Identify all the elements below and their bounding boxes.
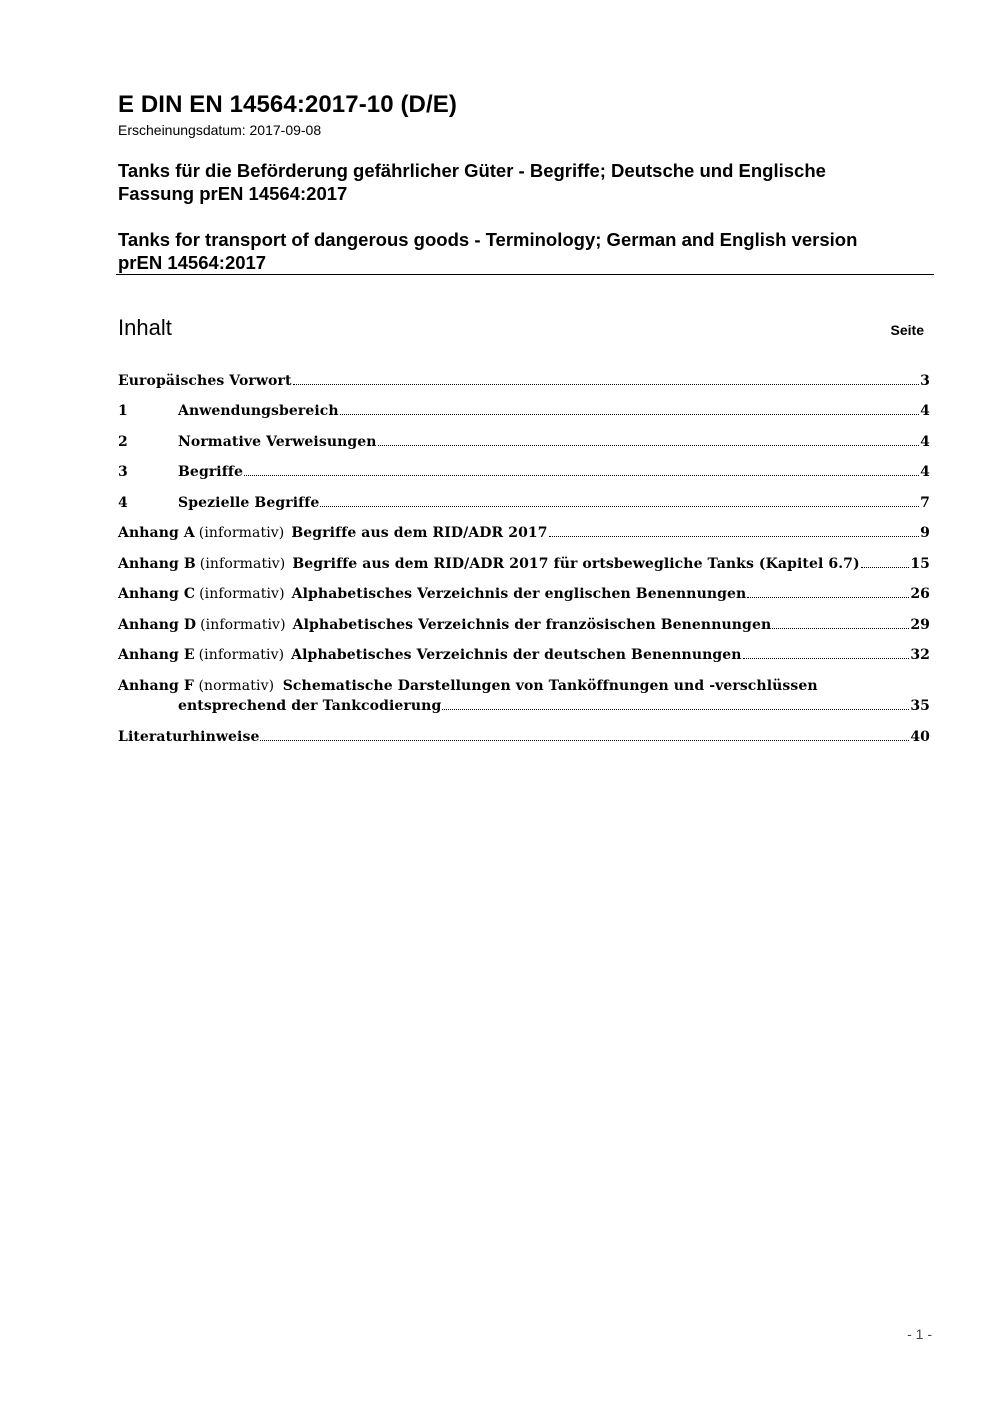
toc-entry-annex-prefix: Anhang C	[118, 586, 196, 602]
toc-page-column-heading: Seite	[890, 322, 924, 338]
title-german-line-2: Fassung prEN 14564:2017	[118, 183, 348, 204]
toc-heading: Inhalt	[118, 315, 172, 340]
toc-entry-foreword[interactable]	[118, 371, 930, 391]
toc-entry-section-4[interactable]	[118, 493, 930, 513]
toc-entry-page: 29	[910, 617, 930, 633]
toc-entry-label: Literaturhinweise	[118, 729, 260, 745]
toc-leader	[743, 657, 910, 659]
toc-entry-annex-type: (informativ)	[200, 617, 286, 633]
toc-entry-annex-prefix: Anhang B	[118, 556, 196, 572]
toc-entry-page: 4	[920, 434, 930, 450]
toc-leader	[320, 505, 919, 507]
toc-entry-annex-type: (informativ)	[198, 647, 285, 663]
toc-entry-bibliography[interactable]	[118, 727, 930, 747]
toc-entry-label: Begriffe aus dem RID/ADR 2017	[291, 525, 548, 541]
toc-leader	[244, 474, 919, 476]
toc-entry-page: 32	[910, 647, 930, 663]
toc-entry-annex-b[interactable]	[118, 554, 930, 574]
toc-leader	[442, 708, 909, 710]
toc-entry-page: 35	[910, 698, 930, 714]
toc-leader	[861, 566, 910, 568]
header-divider	[116, 274, 934, 275]
toc-entry-annex-f-line-1	[118, 676, 818, 696]
toc-entry-page: 15	[910, 556, 930, 572]
toc-entry-section-1[interactable]	[118, 401, 930, 421]
toc-entry-section-2[interactable]	[118, 432, 930, 452]
toc-entry-annex-f-line-2	[178, 696, 930, 716]
toc-leader	[747, 596, 909, 598]
toc-entry-label: Schematische Darstellungen von Tanköffnungen und -verschlüssen	[282, 678, 818, 694]
toc-entry-number: 2	[118, 434, 128, 450]
toc-entry-annex-type: (informativ)	[199, 586, 285, 602]
toc-entry-annex-type: (normativ)	[198, 678, 275, 694]
toc-entry-annex-type: (informativ)	[198, 525, 285, 541]
toc-entry-page: 7	[920, 495, 930, 511]
toc-leader	[772, 627, 909, 629]
toc-leader	[549, 535, 920, 537]
toc-entry-annex-prefix: Anhang E	[118, 647, 195, 663]
toc-entry-page: 4	[920, 403, 930, 419]
toc-entry-label: Europäisches Vorwort	[118, 373, 292, 389]
toc-entry-page: 3	[920, 373, 930, 389]
title-english-line-2: prEN 14564:2017	[118, 252, 267, 273]
toc-entry-label: Begriffe	[178, 464, 243, 480]
toc-entry-label: Alphabetisches Verzeichnis der englischen Benennungen	[291, 586, 747, 602]
toc-entry-page: 4	[920, 464, 930, 480]
toc-entry-annex-c[interactable]	[118, 584, 930, 604]
toc-entry-annex-prefix: Anhang D	[118, 617, 197, 633]
title-english-line-1: Tanks for transport of dangerous goods - Terminology; German and English version	[118, 229, 858, 250]
toc-entry-label: Alphabetisches Verzeichnis der deutschen Benennungen	[291, 647, 742, 663]
toc-entry-annex-e[interactable]	[118, 645, 930, 665]
toc-entry-page: 26	[910, 586, 930, 602]
title-english	[118, 228, 938, 274]
toc-entry-page: 40	[910, 729, 930, 745]
toc-entry-label: Spezielle Begriffe	[178, 495, 320, 511]
toc-entry-annex-d[interactable]	[118, 615, 930, 635]
toc-entry-annex-type: (informativ)	[199, 556, 286, 572]
toc-entry-label: Anwendungsbereich	[178, 403, 339, 419]
toc-entry-number: 4	[118, 495, 128, 511]
toc-leader	[340, 413, 919, 415]
document-id: E DIN EN 14564:2017-10 (D/E)	[118, 91, 457, 118]
toc-entry-annex-prefix: Anhang F	[118, 678, 194, 694]
toc-entry-section-3[interactable]	[118, 462, 930, 482]
toc-entry-annex-a[interactable]	[118, 523, 930, 543]
publication-date: Erscheinungsdatum: 2017-09-08	[118, 122, 322, 138]
toc-entry-label-continuation: entsprechend der Tankcodierung	[178, 698, 442, 714]
page-number: - 1 -	[907, 1326, 932, 1342]
toc-entry-label: Normative Verweisungen	[178, 434, 377, 450]
title-german	[118, 159, 938, 205]
toc-leader	[378, 444, 920, 446]
toc-entry-number: 1	[118, 403, 128, 419]
toc-leader	[293, 383, 920, 385]
title-german-line-1: Tanks für die Beförderung gefährlicher Güter - Begriffe; Deutsche und Englische	[118, 160, 826, 181]
toc-entry-number: 3	[118, 464, 128, 480]
toc-leader	[260, 739, 909, 741]
toc-entry-label: Alphabetisches Verzeichnis der französischen Benennungen	[292, 617, 772, 633]
toc-entry-annex-prefix: Anhang A	[118, 525, 195, 541]
toc-entry-page: 9	[920, 525, 930, 541]
toc-entry-label: Begriffe aus dem RID/ADR 2017 für ortsbewegliche Tanks (Kapitel 6.7)	[292, 556, 860, 572]
